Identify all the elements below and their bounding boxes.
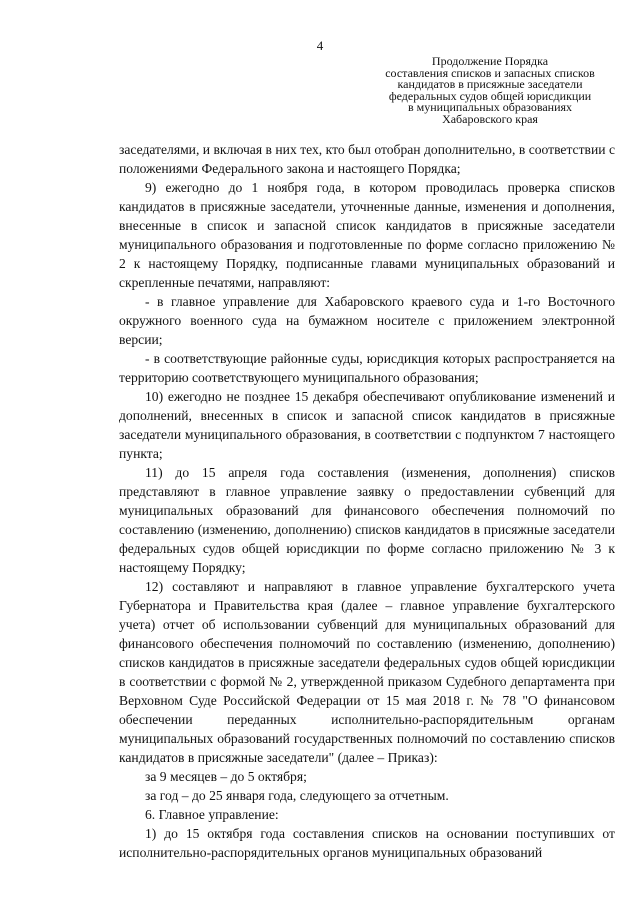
paragraph-deadline-year: за год – до 25 января года, следующего за отчетным. xyxy=(145,788,449,803)
document-header xyxy=(372,56,608,125)
paragraph-item-10: 10) ежегодно не позднее 15 декабря обеспечивают опубликование изменений и дополнений, внесенных в список и запасной список кандидатов в присяжные заседатели муниципального образования, в соответствии с подпунктом 7 настоящего пункта; xyxy=(119,389,615,461)
document-body xyxy=(119,140,615,862)
paragraph-deadline-9-months: за 9 месяцев – до 5 октября; xyxy=(145,769,307,784)
paragraph-section-6-item-1: 1) до 15 октября года составления списков на основании поступивших от исполнительно-распорядительных органов муниципальных образований xyxy=(119,826,615,860)
header-line: составления списков и запасных списков xyxy=(385,65,595,80)
header-line: Хабаровского края xyxy=(442,111,538,126)
page-number: 4 xyxy=(316,38,324,53)
paragraph-bullet-district-courts: - в соответствующие районные суды, юрисдикция которых распространяется на территорию соответствующего муниципального образования; xyxy=(119,351,615,385)
header-line: федеральных судов общей юрисдикции xyxy=(388,88,592,103)
paragraph-item-12: 12) составляют и направляют в главное управление бухгалтерского учета Губернатора и Правительства края (далее – главное управление бухгалтерского учета) отчет об использовании субвенций для муниципальных образований для финансового обеспечения полномочий по составлению (изменению, дополнению) списков кандидатов в присяжные заседатели федеральных судов общей юрисдикции в соответствии с формой № 2, утвержденной приказом Судебного департамента при Верховном Суде Российской Федерации от 15 мая 2018 г. № 78 "О финансовом обеспечении переданных исполнительно-распорядительным органам муниципальных образований государственных полномочий по составлению списков кандидатов в присяжные заседатели" (далее – Приказ): xyxy=(119,579,615,765)
paragraph-section-6: 6. Главное управление: xyxy=(145,807,279,822)
paragraph-item-9: 9) ежегодно до 1 ноября года, в котором проводилась проверка списков кандидатов в присяжные заседатели, уточненные данные, изменения и дополнения, внесенные в список и запасной список кандидатов в присяжные заседатели муниципального образования и подготовленные по форме согласно приложению № 2 к настоящему Порядку, подписанные главами муниципальных образований и скрепленные печатями, направляют: xyxy=(119,180,615,290)
header-line: Продолжение Порядка xyxy=(431,54,549,68)
header-line: в муниципальных образованиях xyxy=(407,100,573,114)
paragraph-bullet-main-directorate: - в главное управление для Хабаровского краевого суда и 1-го Восточного окружного военного суда на бумажном носителе с приложением электронной версии; xyxy=(119,294,615,347)
paragraph-continuation: заседателями, и включая в них тех, кто был отобран дополнительно, в соответствии с положениями Федерального закона и настоящего Порядка; xyxy=(119,142,615,176)
paragraph-item-11: 11) до 15 апреля года составления (изменения, дополнения) списков представляют в главное управление заявку о предоставлении субвенций для муниципальных образований для финансового обеспечения полномочий по составлению (изменению, дополнению) списков кандидатов в присяжные заседатели федеральных судов общей юрисдикции по форме согласно приложению № 3 к настоящему Порядку; xyxy=(119,465,615,575)
header-line: кандидатов в присяжные заседатели xyxy=(397,77,583,91)
